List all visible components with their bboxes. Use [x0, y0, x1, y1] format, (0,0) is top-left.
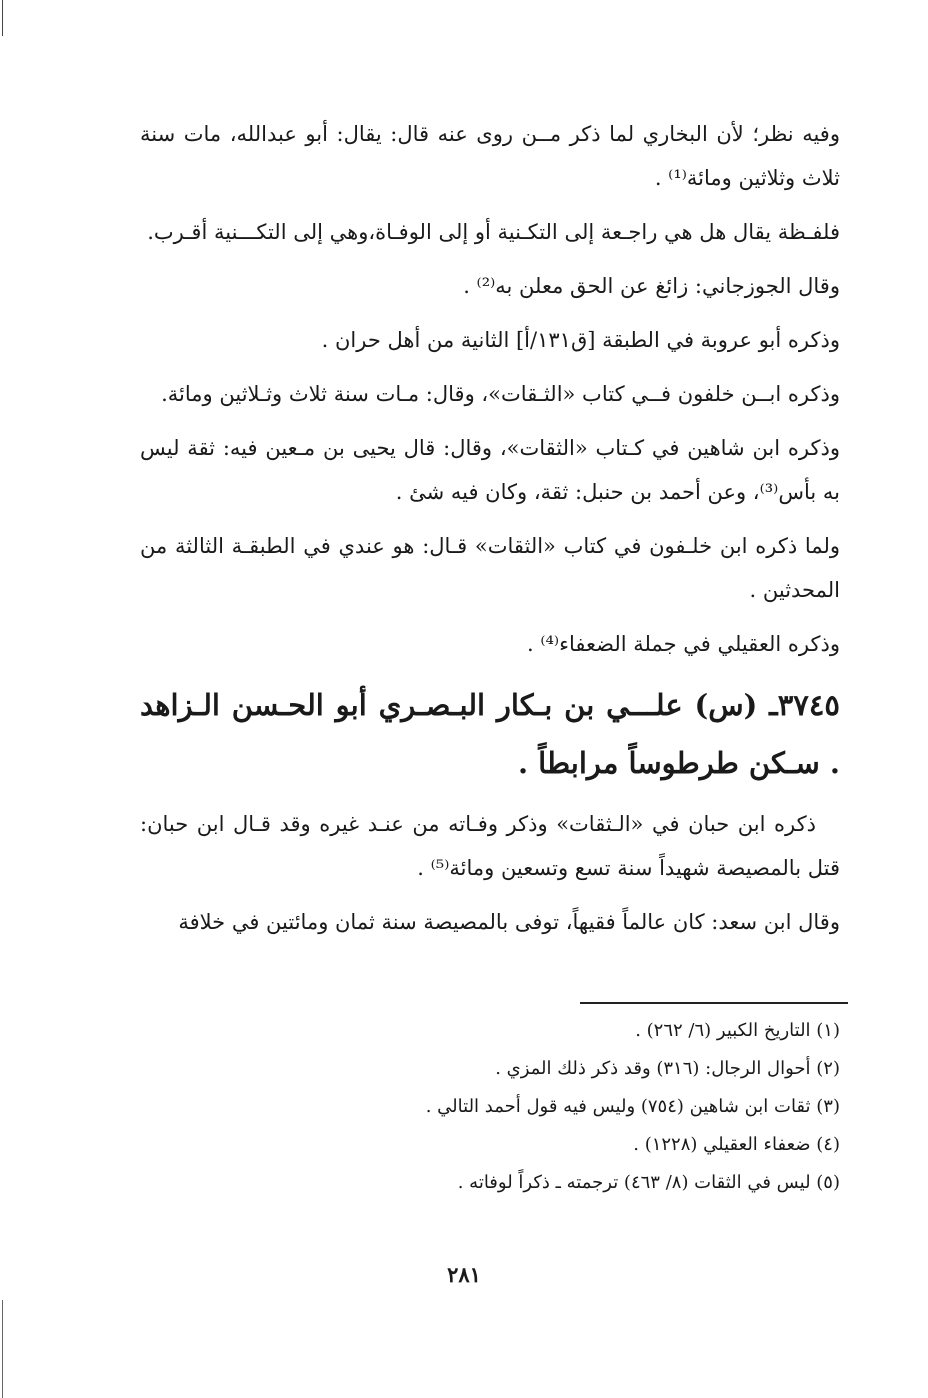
body-paragraph: وقال ابن سعد: كان عالماً فقيهاً، توفى بالمصيصة سنة ثمان ومائتين في خلافة — [178, 910, 840, 934]
body-paragraph: ذكره ابن حبان في «الـثقات» وذكر وفـاته من عنـد غيره وقد قـال ابن حبان: قتل بالمصيصة شهيداً سنة تسع وتسعين ومائة⁽⁵⁾ . — [140, 812, 840, 880]
footnote: (٣) ثقات ابن شاهين (٧٥٤) وليس فيه قول أحمد التالي . — [425, 1096, 840, 1117]
scan-edge-mark — [2, 0, 3, 36]
footnotes — [140, 1016, 840, 1206]
entry-heading: ٣٧٤٥ـ (س) علـــي بن بـكار البـصـري أبو الحـسن الـزاهد . سـكن طرطوساً مرابطاً . — [140, 688, 840, 780]
body-paragraph: وذكره أبو عروبة في الطبقة [ق١٣١/أ] الثانية من أهل حران . — [321, 328, 840, 352]
body-paragraph: وذكره ابن شاهين في كـتاب «الثقات»، وقال: قال يحيى بن مـعين فيه: ثقة ليس به بأس⁽³⁾، وعن أحمد بن حنبل: ثقة، وكان فيه شئ . — [140, 436, 840, 504]
page-body — [140, 112, 840, 954]
footnote-divider — [580, 1002, 848, 1004]
body-paragraph: ولما ذكره ابن خلـفون في كتاب «الثقات» قـال: هو عندي في الطبقـة الثالثة من المحدثين . — [140, 534, 840, 602]
body-paragraph: وفيه نظر؛ لأن البخاري لما ذكر مــن روى عنه قال: يقال: أبو عبدالله، مات سنة ثلاث وثلاثين ومائة⁽¹⁾ . — [140, 122, 840, 190]
footnote: (١) التاريخ الكبير (٦/ ٢٦٢) . — [635, 1020, 840, 1041]
body-paragraph: وذكره ابــن خلفون فــي كتاب «الثـقات»، وقال: مـات سنة ثلاث وثـلاثين ومائة. — [161, 382, 840, 406]
footnote: (٢) أحوال الرجال: (٣١٦) وقد ذكر ذلك المزي . — [495, 1058, 840, 1079]
body-paragraph: فلفـظة يقال هل هي راجـعة إلى التكـنية أو إلى الوفـاة،وهي إلى التكـــنية أقـرب. — [147, 220, 840, 244]
footnote: (٥) ليس في الثقات (٨/ ٤٦٣) ترجمته ـ ذكراً لوفاته . — [457, 1172, 840, 1193]
body-paragraph: وقال الجوزجاني: زائغ عن الحق معلن به⁽²⁾ . — [463, 274, 840, 298]
scan-edge-mark — [2, 1300, 3, 1398]
body-paragraph: وذكره العقيلي في جملة الضعفاء⁽⁴⁾ . — [526, 632, 840, 656]
page-number: ٢٨١ — [447, 1262, 481, 1287]
footnote: (٤) ضعفاء العقيلي (١٢٢٨) . — [633, 1134, 840, 1155]
